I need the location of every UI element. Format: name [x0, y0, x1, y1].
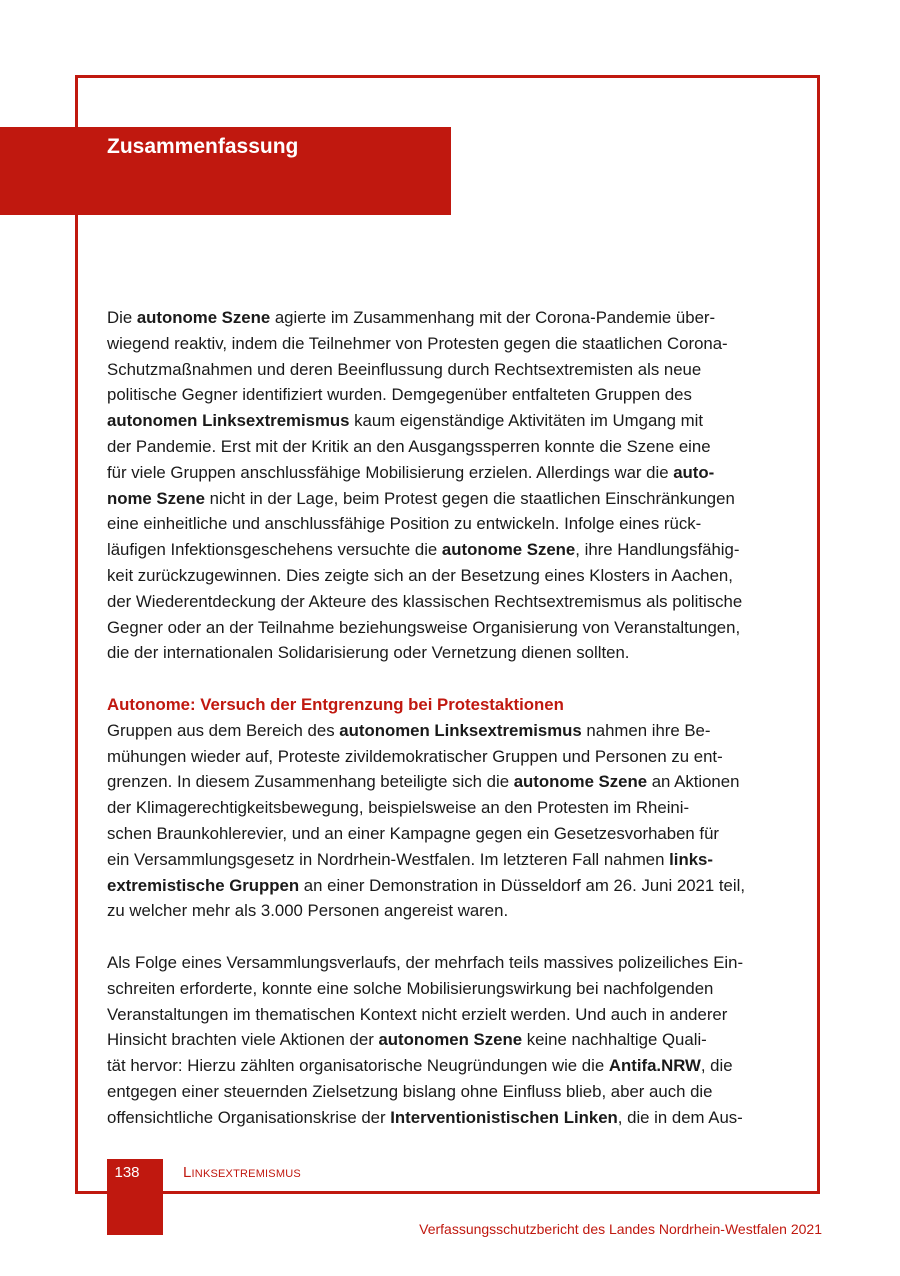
text-line: [107, 382, 797, 408]
page-number: 138: [114, 1164, 140, 1181]
text-line: [107, 718, 797, 744]
bold-term: autonome Szene: [513, 772, 648, 792]
text-run: agierte im Zusammenhang mit der Corona-Pandemie über-: [270, 308, 716, 327]
text-line: [107, 847, 797, 873]
text-line: [107, 511, 797, 537]
text-line: [107, 305, 797, 331]
text-line: [107, 460, 797, 486]
text-run: , die in dem Aus-: [617, 1107, 743, 1127]
text-line: [107, 1027, 797, 1053]
text-line: [107, 563, 797, 589]
text-run: keine nachhaltige Quali-: [522, 1030, 707, 1050]
text-run: an einer Demonstration in Düsseldorf am 26. Juni 2021 teil,: [299, 875, 745, 895]
paragraph: [107, 305, 797, 666]
text-run: Veranstaltungen im thematischen Kontext nicht erzielt werden. Und auch in anderer: [107, 1004, 728, 1024]
text-line: [107, 1053, 797, 1079]
text-line: [107, 589, 797, 615]
text-run: Die: [107, 308, 137, 327]
text-run: keit zurückzugewinnen. Dies zeigte sich an der Besetzung eines Klosters in Aachen,: [107, 565, 733, 585]
text-run: Gegner oder an der Teilnahme beziehungsweise Organisierung von Veranstaltungen,: [107, 617, 741, 637]
text-line: [107, 898, 797, 924]
text-run: eine einheitliche und anschlussfähige Position zu entwickeln. Infolge eines rück-: [107, 514, 702, 534]
text-line: [107, 1079, 797, 1105]
text-run: der Wiederentdeckung der Akteure des klassischen Rechtsextremismus als politische: [107, 591, 743, 611]
bold-term: Interventionistischen Linken: [390, 1107, 618, 1127]
footer-publication-title: Verfassungsschutzbericht des Landes Nordrhein-Westfalen 2021: [419, 1221, 822, 1237]
text-line: [107, 795, 797, 821]
text-run: entgegen einer steuernden Zielsetzung bislang ohne Einfluss blieb, aber auch die: [107, 1081, 713, 1101]
text-line: [107, 1105, 797, 1131]
text-run: nicht in der Lage, beim Protest gegen die staatlichen Einschränkungen: [204, 488, 735, 508]
page-number-box: [107, 1159, 163, 1235]
text-run: Als Folge eines Versammlungsverlaufs, der mehrfach teils massives polizeiliches Ein-: [107, 952, 744, 972]
text-run: für viele Gruppen anschlussfähige Mobilisierung erzielen. Allerdings war die: [107, 462, 674, 482]
text-run: läufigen Infektionsgeschehens versuchte die: [107, 540, 442, 560]
text-line: [107, 615, 797, 641]
text-run: mühungen wieder auf, Proteste zivildemokratischer Gruppen und Personen zu ent-: [107, 746, 723, 766]
text-line: [107, 769, 797, 795]
bold-term: autonome Szene: [136, 308, 271, 327]
text-line: [107, 640, 797, 666]
text-run: die der internationalen Solidarisierung oder Vernetzung dienen sollten.: [107, 643, 630, 663]
text-run: der Klimagerechtigkeitsbewegung, beispielsweise an den Protesten im Rheini-: [107, 798, 690, 818]
subheading: Autonome: Versuch der Entgrenzung bei Protestaktionen: [107, 694, 564, 714]
text-run: politische Gegner identifiziert wurden. Demgegenüber entfalteten Gruppen des: [107, 385, 692, 405]
text-run: Schutzmaßnahmen und deren Beeinflussung durch Rechtsextremisten als neue: [107, 359, 702, 379]
text-line: [107, 1002, 797, 1028]
text-run: tät hervor: Hierzu zählten organisatorische Neugründungen wie die: [107, 1056, 609, 1076]
text-line: [107, 331, 797, 357]
text-run: wiegend reaktiv, indem die Teilnehmer von Protesten gegen die staatlichen Corona-: [107, 333, 728, 353]
text-line: [107, 976, 797, 1002]
text-run: kaum eigenständige Aktivitäten im Umgang mit: [349, 411, 703, 431]
text-line: [107, 537, 797, 563]
bold-term: extremistische Gruppen: [107, 875, 300, 895]
text-line: [107, 873, 797, 899]
text-run: nahmen ihre Be-: [581, 720, 711, 740]
text-line: [107, 434, 797, 460]
bold-term: auto-: [673, 462, 715, 482]
bold-term: Antifa.NRW: [608, 1056, 701, 1076]
bold-term: autonomen Linksextremismus: [339, 720, 582, 740]
bold-term: links-: [669, 849, 713, 869]
running-section-label: Linksextremismus: [183, 1164, 301, 1181]
bold-term: autonome Szene: [441, 540, 576, 560]
text-run: Hinsicht brachten viele Aktionen der: [107, 1030, 379, 1050]
text-run: , ihre Handlungsfähig-: [575, 540, 740, 560]
text-line: [107, 744, 797, 770]
text-line: [107, 486, 797, 512]
text-run: , die: [700, 1056, 733, 1076]
text-run: ein Versammlungsgesetz in Nordrhein-Westfalen. Im letzteren Fall nahmen: [107, 849, 670, 869]
text-run: Gruppen aus dem Bereich des: [107, 720, 340, 740]
text-run: grenzen. In diesem Zusammenhang beteiligte sich die: [107, 772, 514, 792]
text-run: schreiten erforderte, konnte eine solche Mobilisierungswirkung bei nachfolgenden: [107, 978, 714, 998]
text-line: [107, 357, 797, 383]
paragraph: [107, 718, 797, 924]
text-run: an Aktionen: [647, 772, 740, 792]
bold-term: autonomen Linksextremismus: [107, 411, 350, 431]
text-run: offensichtliche Organisationskrise der: [107, 1107, 391, 1127]
main-content: [107, 305, 797, 1131]
bold-term: nome Szene: [107, 488, 205, 508]
text-run: zu welcher mehr als 3.000 Personen angereist waren.: [107, 901, 509, 921]
text-line: [107, 821, 797, 847]
text-line: [107, 950, 797, 976]
text-run: schen Braunkohlerevier, und an einer Kampagne gegen ein Gesetzesvorhaben für: [107, 823, 719, 843]
text-line: [107, 408, 797, 434]
bold-term: autonomen Szene: [378, 1030, 523, 1050]
section-title: Zusammenfassung: [107, 135, 299, 158]
text-run: der Pandemie. Erst mit der Kritik an den Ausgangssperren konnte die Szene eine: [107, 436, 711, 456]
paragraph: [107, 950, 797, 1131]
